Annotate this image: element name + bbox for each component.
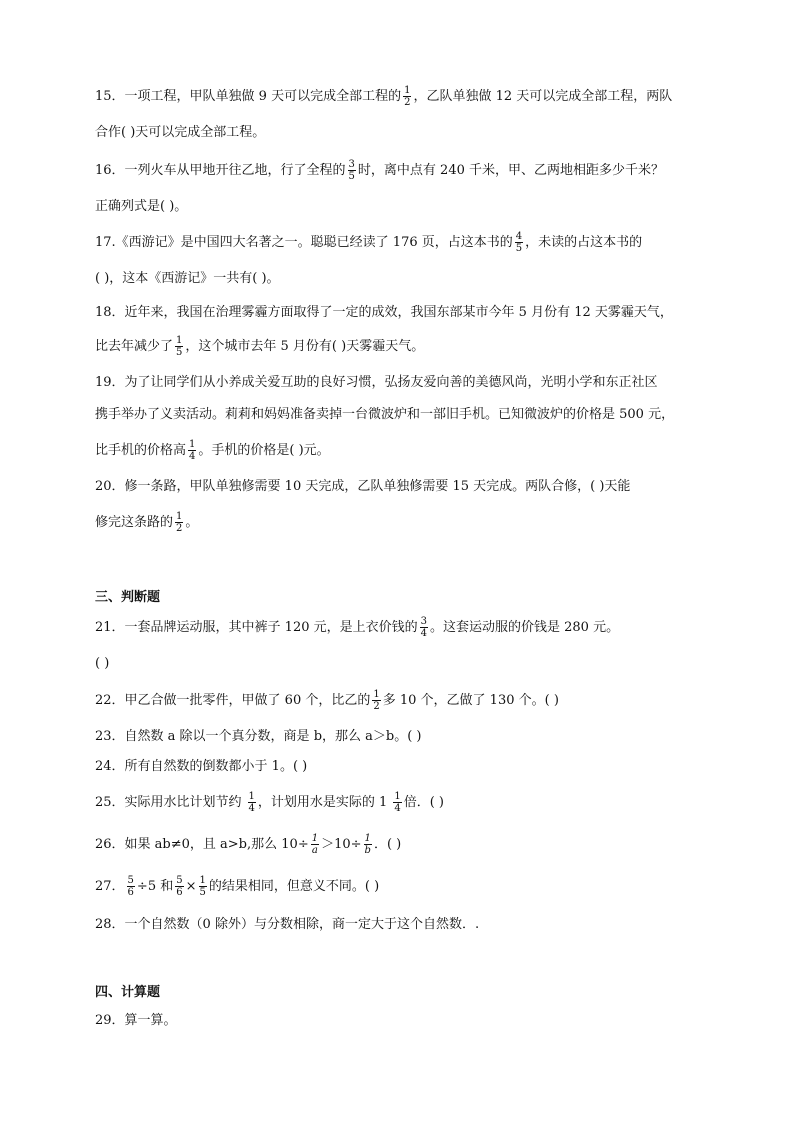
- fraction: $\frac{1}{4}$: [189, 439, 196, 462]
- fraction: $\frac{1}{2}$: [404, 85, 411, 108]
- question-18-line-2: 比去年减少了 $\frac{1}{5}$ ，这个城市去年 5 月份有( )天雾霾天气。: [95, 335, 425, 358]
- fraction: $\frac{3}{4}$: [420, 616, 427, 639]
- question-17-line-1: 17.《西游记》是中国四大名著之一。聪聪已经读了 176 页，占这本书的 $\frac{4}{5}$ ，未读的占这本书的: [95, 231, 643, 254]
- question-16-line-2: 正确列式是( )。: [95, 199, 188, 214]
- question-26: 26．如果 ab≠0，且 a>b,那么 10÷ $\frac{1}{a}$ ＞10÷ $\frac{1}{b}$ ．( ): [95, 833, 402, 856]
- fraction: $\frac{1}{2}$: [176, 511, 183, 534]
- section-heading-judgement: 三、判断题: [95, 590, 161, 605]
- fraction: $\frac{4}{5}$: [515, 231, 523, 254]
- fraction: $\frac{1}{4}$: [394, 791, 401, 814]
- question-21-line-2: ( ): [95, 656, 110, 671]
- question-20-line-1: 20．修一条路，甲队单独修需要 10 天完成，乙队单独修需要 15 天完成。两队合修，( )天能: [95, 479, 631, 494]
- fraction: $\frac{1}{2}$: [373, 689, 380, 712]
- question-27: 27． $\frac{5}{6}$ ÷5 和 $\frac{5}{6}$ × $\frac{1}{5}$ 的结果相同，但意义不同。( ): [95, 875, 380, 898]
- question-20-line-2: 修完这条路的 $\frac{1}{2}$ 。: [95, 511, 199, 534]
- question-22: 22．甲乙合做一批零件，甲做了 60 个，比乙的 $\frac{1}{2}$ 多 10 个，乙做了 130 个。( ): [95, 689, 559, 712]
- fraction: $\frac{3}{5}$: [348, 159, 355, 182]
- fraction: $\frac{1}{a}$: [311, 833, 319, 856]
- fraction: $\frac{1}{5}$: [199, 875, 206, 898]
- fraction: $\frac{1}{4}$: [248, 791, 255, 814]
- question-19-line-3: 比手机的价格高 $\frac{1}{4}$ 。手机的价格是( )元。: [95, 439, 330, 462]
- fraction: $\frac{5}{6}$: [176, 875, 183, 898]
- fraction: $\frac{5}{6}$: [127, 875, 134, 898]
- question-17-line-2: ( )，这本《西游记》一共有( )。: [95, 271, 280, 286]
- question-29: 29．算一算。: [95, 1013, 177, 1028]
- question-15-line-1: 15．一项工程，甲队单独做 9 天可以完成全部工程的 $\frac{1}{2}$ ，乙队单独做 12 天可以完成全部工程，两队: [95, 85, 673, 108]
- question-25: 25．实际用水比计划节约 $\frac{1}{4}$ ，计划用水是实际的 1 $\frac{1}{4}$ 倍．( ): [95, 791, 444, 814]
- section-heading-calculation: 四、计算题: [95, 985, 161, 1000]
- fraction: $\frac{1}{b}$: [364, 833, 371, 856]
- question-24: 24．所有自然数的倒数都小于 1。( ): [95, 759, 308, 774]
- question-19-line-2: 携手举办了义卖活动。莉莉和妈妈准备卖掉一台微波炉和一部旧手机。已知微波炉的价格是 500 元，: [95, 407, 675, 422]
- question-21-line-1: 21．一套品牌运动服，其中裤子 120 元，是上衣价钱的 $\frac{3}{4}$ 。这套运动服的价钱是 280 元。: [95, 616, 620, 639]
- question-23: 23．自然数 a 除以一个真分数，商是 b，那么 a＞b。( ): [95, 729, 422, 744]
- question-18-line-1: 18．近年来，我国在治理雾霾方面取得了一定的成效，我国东部某市今年 5 月份有 12 天雾霾天气，: [95, 305, 673, 320]
- fraction: $\frac{1}{5}$: [176, 335, 183, 358]
- question-15-line-2: 合作( )天可以完成全部工程。: [95, 125, 266, 140]
- question-28: 28．一个自然数（0 除外）与分数相除，商一定大于这个自然数．.: [95, 917, 480, 932]
- question-19-line-1: 19．为了让同学们从小养成关爱互助的良好习惯，弘扬友爱向善的美德风尚，光明小学和东正社区: [95, 375, 658, 390]
- question-16-line-1: 16．一列火车从甲地开往乙地，行了全程的 $\frac{3}{5}$ 时，离中点有 240 千米，甲、乙两地相距多少千米？: [95, 159, 664, 182]
